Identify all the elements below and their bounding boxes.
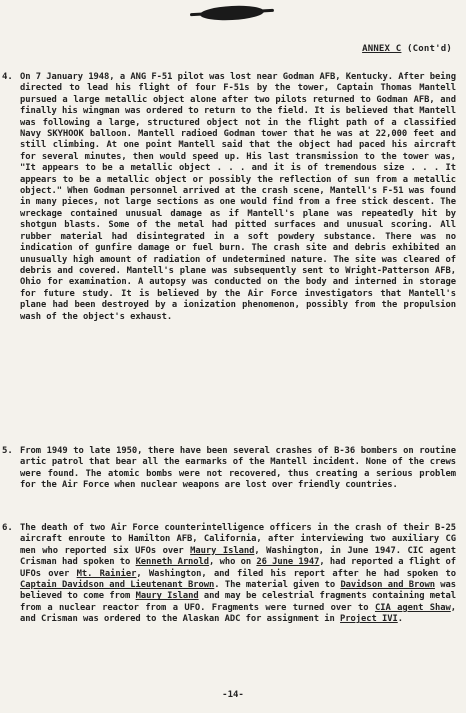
text-segment: , Washington, in June 1947. CIC agent Crisman had spoken to — [20, 545, 456, 568]
annex-label: ANNEX C — [362, 44, 402, 54]
page-number: -14- — [222, 690, 244, 700]
underlined-name: Kenneth Arnold — [135, 557, 210, 568]
underlined-place: Mt. Rainier — [76, 568, 137, 579]
underlined-name: Davidson and Brown — [340, 580, 435, 591]
text-segment: . The material given to — [214, 580, 341, 591]
underlined-name: Captain Davidson and Lieutenant Brown — [20, 580, 215, 591]
text-segment: was believed to come from — [20, 580, 456, 602]
redaction-mark — [200, 4, 265, 21]
paragraph-number: 5. — [2, 446, 13, 456]
underlined-project: Project IVI — [340, 614, 398, 625]
text-segment: On 7 January 1948, a ANG F-51 pilot was lost near Godman AFB, Kentucky. After being directed to lead his flight of four F-51s by the tower, Captain Thomas Mantell pursued a large metallic object alone after two pilots returned to Godman AFB, and finally his wingman was ordered to return to the field. It is believed that Mantell was following a large, structured object not in the flight path of a classified Navy SKYHOOK balloon. Mantell radioed Godman tower that he was at 22,000 feet and still climbing. At one point Mantell said that the object had paced his aircraft for several minutes, then would speed up. His last transmission to the tower was, "It appears to be a metallic object . . . and it is of tremendous size . . . It appears to be a metallic object or possibly the reflection of sun from a metallic object." When Godman personnel arrived at the crash scene, Mantell's F-51 was found in many pieces, not large sections as one would find from a free stick descent. The wreckage contained unusual damage as if Mantell's plane was repeatedly hit by shotgun blasts. Some of the metal had pitted surfaces and unusual scoring. All rubber material had disintegrated in a soft powdery substance. There was no indication of gunfire damage or fuel burn. The crash site and debris exhibited an unusually high amount of radiation of undetermined nature. The site was cleared of debris and covered. Mantell's plane was subsequently sent to Wright-Patterson AFB, Ohio for examination. A autopsy was conducted on the body and interned in storage for future study. It is believed by the Air Force investigators that Mantell's plane had been destroyed by a ionization phenomenon, possibly from the propulsion wash of the object's exhaust. — [20, 72, 456, 322]
underlined-date: 26 June 1947 — [256, 557, 320, 568]
underlined-place: Maury Island — [190, 545, 255, 556]
annex-header — [362, 44, 452, 54]
text-segment: and may be celestrial fragments containing metal from a nuclear reactor from a UFO. Fragments were turned over to — [20, 591, 456, 613]
underlined-name: CIA agent Shaw — [374, 602, 451, 613]
paragraph-text — [20, 523, 456, 626]
text-segment: , Washington, and filed his report after he had spoken to — [136, 568, 456, 579]
text-segment: , had reported a flight of UFOs over — [20, 557, 456, 579]
text-segment: The death of two Air Force counterintelligence officers in the crash of their B-25 aircraft enroute to Hamilton AFB, California, after interviewing two auxiliary CG men who reported six UFOs over — [20, 523, 456, 556]
text-segment: , and Crisman was ordered to the Alaskan ADC for assignment in — [20, 602, 456, 625]
paragraph-number: 6. — [2, 523, 13, 533]
text-segment: From 1949 to late 1950, there have been several crashes of B-36 bombers on routine artic patrol that bear all the earmarks of the Mantell incident. None of the crews were found. The atomic bombs were not recovered, thus creating a serious problem for the Air Force when nuclear weapons are lost over friendly countries. — [20, 446, 456, 491]
text-segment: , who on — [209, 557, 257, 568]
text-segment: . — [397, 614, 403, 625]
underlined-place: Maury Island — [135, 591, 199, 602]
paragraph-text — [20, 446, 456, 492]
paragraph-text — [20, 72, 456, 323]
paragraph-number: 4. — [2, 72, 13, 82]
continued-label: (Cont'd) — [407, 44, 452, 54]
